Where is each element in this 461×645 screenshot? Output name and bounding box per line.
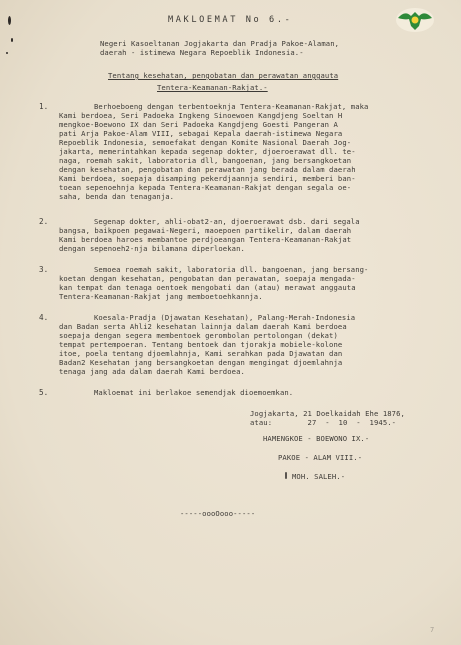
item-number: 1. <box>39 102 49 111</box>
intro-line: Negeri Kasoeltanan Jogjakarta dan Pradja Pakoe-Alaman, <box>100 39 340 48</box>
subject-line: Tentera-Keamanan-Rakjat.- <box>157 83 268 92</box>
item-line: soepaja dengan segera membentoek gerombolan pertolongan (dekat) <box>59 331 338 340</box>
item-line: Kami berdoea haroes membantoe perdjoeangan Tentera-Keamanan-Rakjat <box>59 235 352 244</box>
document-title: MAKLOEMAT No 6.- <box>168 15 293 25</box>
date-line: Jogjakarta, 21 Doelkaidah Ehe 1876, <box>250 409 405 418</box>
item-line: Koesala-Pradja (Djawatan Kesehatan), Palang-Merah-Indonesia <box>94 313 356 322</box>
ink-speck <box>11 38 13 42</box>
item-line: Badan2 Kesehatan jang bersangkoetan dengan mengingat djoemlahnja <box>59 358 343 367</box>
item-line: Kami berdoea, Seri Padoeka Ingkeng Sinoewoen Kangdjeng Soeltan H <box>59 111 343 120</box>
subject-line: Tentang kesehatan, pengobatan dan perawatan anggauta <box>108 71 339 80</box>
item-line: tempat pertempoeran. Tentang bentoek dan tjorakja mobiele-kolone <box>59 340 343 349</box>
item-number: 2. <box>39 217 49 226</box>
item-line: itoe, poela tentang djoemlahnja, Kami serahkan pada Djawatan dan <box>59 349 343 358</box>
item-line: Kami berdoea, soepaja disamping pekerdjaannja sendiri, memberi ban- <box>59 174 356 183</box>
item-line: dan Badan serta Ahli2 kesehatan lainnja dalam daerah Kami berdoea <box>59 322 347 331</box>
item-line: Segenap dokter, ahli-obat2-an, djoeroerawat dsb. dari segala <box>94 217 360 226</box>
item-line: dengan sepenoeh2-nja bilamana diperloekan. <box>59 244 245 253</box>
green-emblem-icon <box>395 6 435 34</box>
item-number: 5. <box>39 388 49 397</box>
item-line: bangsa, baikpoen pegawai-Negeri, maoepoen partikelir, dalam daerah <box>59 226 352 235</box>
ink-speck <box>8 16 11 25</box>
item-line: toean sepenoehnja kepada Tentera-Keamanan-Rakjat dengan segala oe- <box>59 183 352 192</box>
intro-line: daerah - istimewa Negara Repoeblik Indonesia.- <box>100 48 304 57</box>
signature-pakoe-alam: PAKOE - ALAM VIII.- <box>278 453 363 462</box>
item-number: 3. <box>39 265 49 274</box>
page-mark: 7 <box>430 626 435 634</box>
item-line: naga, roemah sakit, laboratoria dll, bangoenan, jang bersangkoetan <box>59 156 352 165</box>
item-line: Makloemat ini berlakoe semendjak dioemoemkan. <box>94 388 294 397</box>
item-line: jakarta, memerintahkan kepada segenap dokter, djoeroerawat dll. te- <box>59 147 356 156</box>
item-line: mengkoe-Boewono IX dan Seri Padoeka Kangdjeng Goesti Pangeran A <box>59 120 338 129</box>
item-line: pati Arja Pakoe-Alam VIII, sebagai Kepala daerah-istimewa Negara <box>59 129 343 138</box>
ink-speck <box>6 52 8 54</box>
signature-hamengkoe-boewono: HAMENGKOE - BOEWONO IX.- <box>263 434 370 443</box>
item-line: kan tempat dan tenaga oentoek mengobati dan (atau) merawat anggauta <box>59 283 356 292</box>
item-line: koetan dengan kesehatan, pengobatan dan perawatan, soepaja mengada- <box>59 274 356 283</box>
pen-mark <box>285 472 287 479</box>
item-line: Repoeblik Indonesia, semoefakat dengan Komite Nasional Daerah Jog- <box>59 138 352 147</box>
date-line: atau: 27 - 10 - 1945.- <box>250 418 397 427</box>
item-number: 4. <box>39 313 49 322</box>
item-line: saha, benda dan tenaganja. <box>59 192 175 201</box>
item-line: Berhoeboeng dengan terbentoeknja Tentera-Keamanan-Rakjat, maka <box>94 102 369 111</box>
closing-ornament: -----oooOooo----- <box>180 509 256 518</box>
item-line: Tentera-Keamanan-Rakjat jang memboetoehkannja. <box>59 292 263 301</box>
item-line: dengan kesehatan, pengobatan dan perawatan jang berada dalam daerah <box>59 165 356 174</box>
item-line: tenaga jang ada dalam daerah Kami berdoea. <box>59 367 245 376</box>
item-line: Semoea roemah sakit, laboratoria dll. bangoenan, jang bersang- <box>94 265 369 274</box>
signature-moh-saleh: MOH. SALEH.- <box>292 472 346 481</box>
